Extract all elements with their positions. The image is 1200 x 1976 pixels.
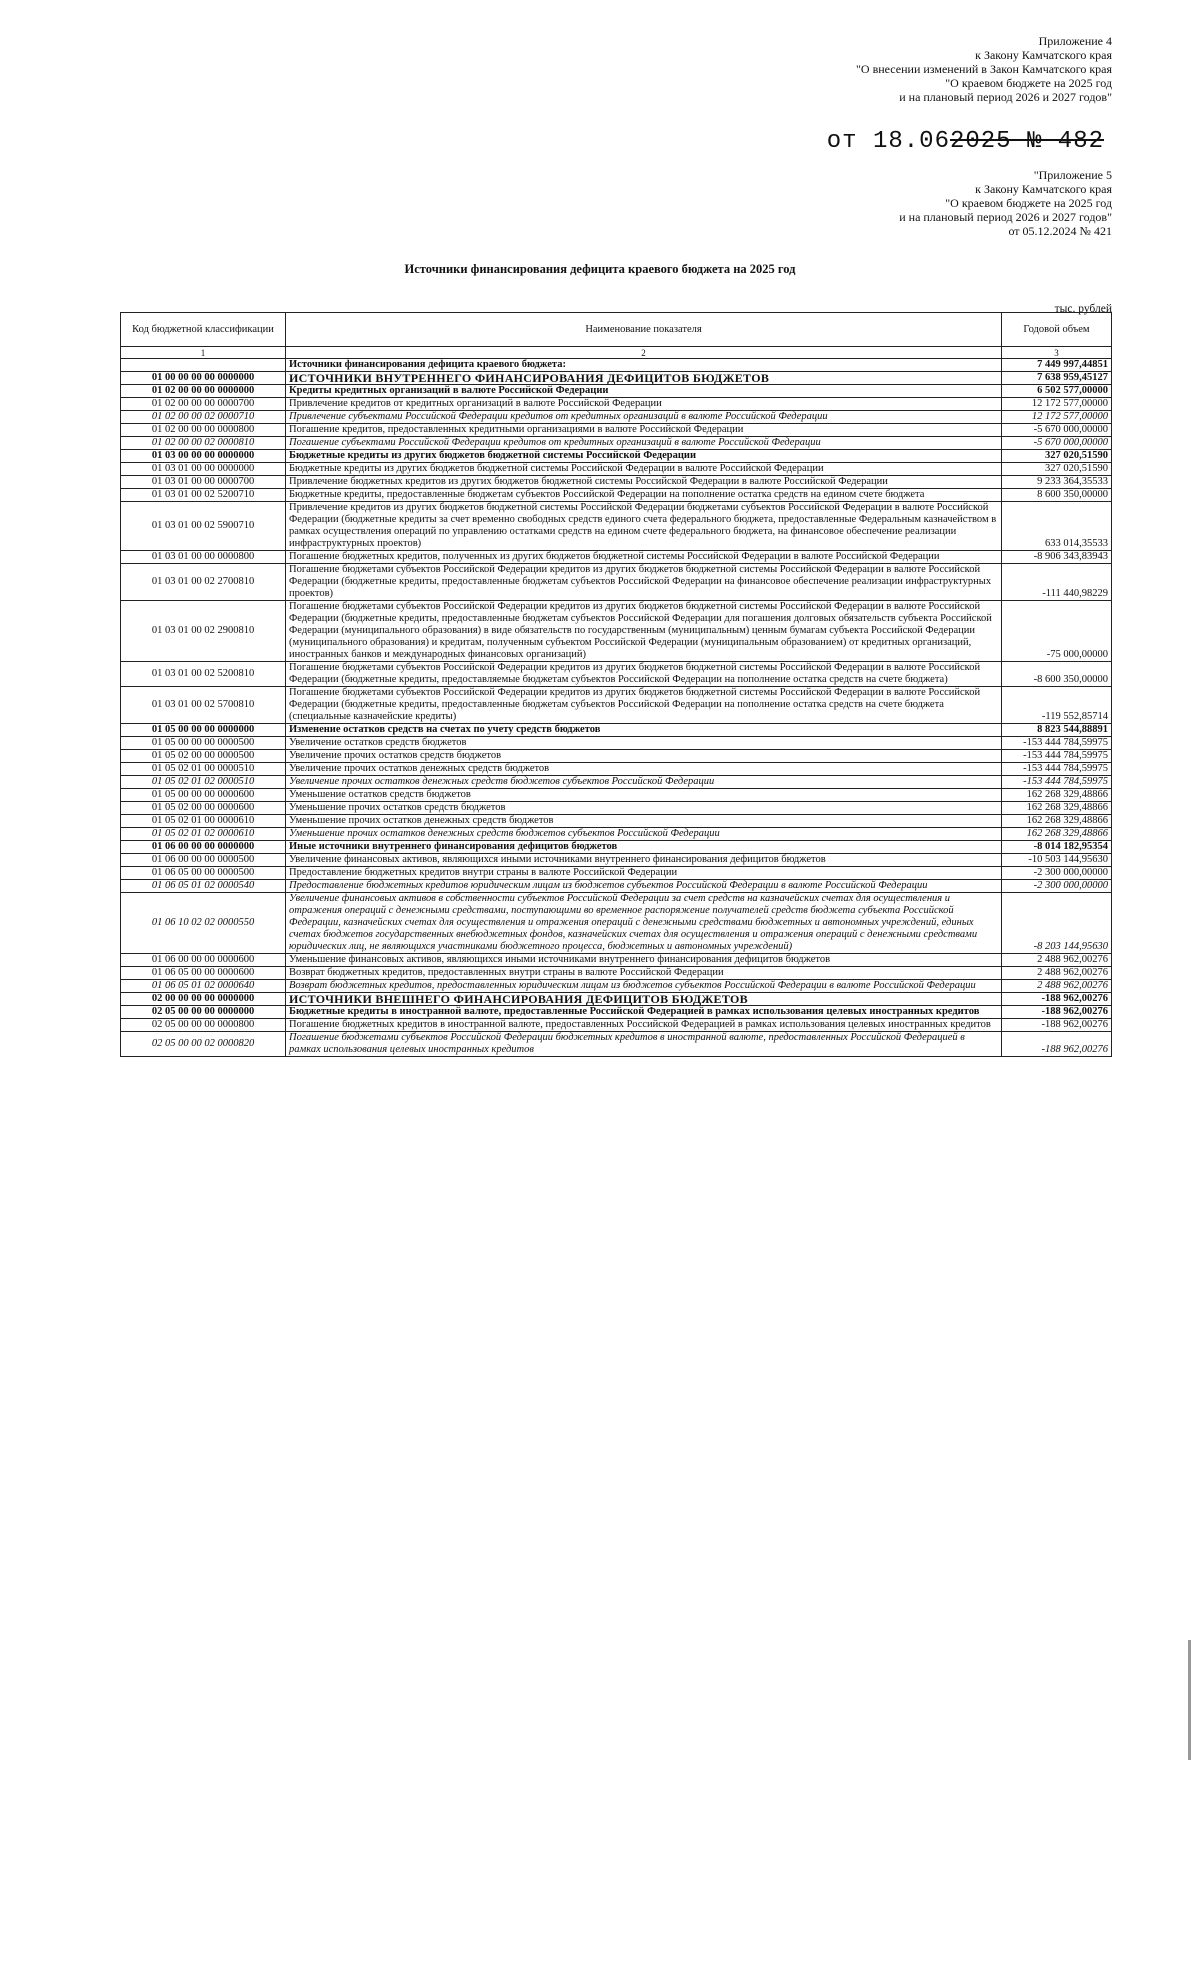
name-cell: Уменьшение прочих остатков средств бюджетов [286,802,1002,815]
table-row [121,372,1112,385]
table-row [121,489,1112,502]
name-cell: Увеличение прочих остатков средств бюджетов [286,750,1002,763]
code-cell: 01 05 02 01 02 0000610 [121,828,286,841]
header-line: и на плановый период 2026 и 2027 годов" [899,210,1112,224]
name-cell: Погашение бюджетных кредитов в иностранной валюте, предоставленных Российской Федерацией в рамках использования целевых иностранных кредитов [286,1019,1002,1032]
table-row [121,601,1112,662]
name-cell: Бюджетные кредиты из других бюджетов бюджетной системы Российской Федерации в валюте Российской Федерации [286,463,1002,476]
code-cell: 01 06 05 00 00 0000500 [121,867,286,880]
date-number-stamp [827,128,1104,155]
code-cell: 01 06 05 01 02 0000640 [121,980,286,993]
table-row [121,411,1112,424]
table-row [121,551,1112,564]
value-cell: -188 962,00276 [1002,993,1112,1006]
value-cell: -8 014 182,95354 [1002,841,1112,854]
name-cell: Бюджетные кредиты в иностранной валюте, предоставленные Российской Федерацией в рамках использования целевых иностранных кредитов [286,1006,1002,1019]
name-cell: Увеличение финансовых активов, являющихся иными источниками внутреннего финансирования дефицитов бюджетов [286,854,1002,867]
table-row [121,789,1112,802]
code-cell: 01 03 01 00 02 5700810 [121,687,286,724]
code-cell: 01 05 00 00 00 0000000 [121,724,286,737]
table-row [121,954,1112,967]
code-cell: 01 05 00 00 00 0000600 [121,789,286,802]
code-cell: 01 06 00 00 00 0000500 [121,854,286,867]
value-cell: -8 906 343,83943 [1002,551,1112,564]
code-cell: 01 05 02 00 00 0000600 [121,802,286,815]
code-cell: 01 02 00 00 00 0000800 [121,424,286,437]
header-line: и на плановый период 2026 и 2027 годов" [899,90,1112,104]
column-number: 2 [286,347,1002,359]
name-cell: Бюджетные кредиты, предоставленные бюджетам субъектов Российской Федерации на пополнение остатка средств на едином счете бюджета [286,489,1002,502]
code-cell: 01 03 01 00 02 2700810 [121,564,286,601]
table-row [121,841,1112,854]
name-cell: Уменьшение прочих остатков денежных средств бюджетов субъектов Российской Федерации [286,828,1002,841]
value-cell: -188 962,00276 [1002,1032,1112,1057]
table-row [121,450,1112,463]
name-cell: ИСТОЧНИКИ ВНЕШНЕГО ФИНАНСИРОВАНИЯ ДЕФИЦИТОВ БЮДЖЕТОВ [286,993,1002,1006]
name-cell: Возврат бюджетных кредитов, предоставленных внутри страны в валюте Российской Федерации [286,967,1002,980]
table-row [121,476,1112,489]
value-cell: 6 502 577,00000 [1002,385,1112,398]
value-cell: 7 638 959,45127 [1002,372,1112,385]
name-cell: Уменьшение финансовых активов, являющихся иными источниками внутреннего финансирования дефицитов бюджетов [286,954,1002,967]
name-cell: Привлечение субъектами Российской Федерации кредитов от кредитных организаций в валюте Российской Федерации [286,411,1002,424]
value-cell: 162 268 329,48866 [1002,815,1112,828]
header-line: от 05.12.2024 № 421 [1008,224,1112,238]
stamp-date: от 18.06 [826,128,950,155]
code-cell: 02 05 00 00 00 0000800 [121,1019,286,1032]
value-cell: 2 488 962,00276 [1002,967,1112,980]
table-row [121,398,1112,411]
value-cell: 7 449 997,44851 [1002,359,1112,372]
name-cell: Погашение бюджетных кредитов, полученных из других бюджетов бюджетной системы Российской Федерации в валюте Российской Федерации [286,551,1002,564]
value-cell: 12 172 577,00000 [1002,411,1112,424]
value-cell: -119 552,85714 [1002,687,1112,724]
table-row [121,1032,1112,1057]
code-cell: 01 03 01 00 00 0000800 [121,551,286,564]
name-cell: Уменьшение прочих остатков денежных средств бюджетов [286,815,1002,828]
code-cell: 01 03 00 00 00 0000000 [121,450,286,463]
value-cell: 162 268 329,48866 [1002,828,1112,841]
code-cell: 01 03 01 00 02 5200710 [121,489,286,502]
name-cell: Иные источники внутреннего финансирования дефицитов бюджетов [286,841,1002,854]
code-cell: 01 02 00 00 02 0000710 [121,411,286,424]
table-row [121,359,1112,372]
table-row [121,724,1112,737]
code-cell: 01 00 00 00 00 0000000 [121,372,286,385]
table-body [121,359,1112,1057]
value-cell: 162 268 329,48866 [1002,789,1112,802]
budget-sources-table [120,312,1112,1057]
name-cell: Погашение бюджетами субъектов Российской Федерации кредитов из других бюджетов бюджетной системы Российской Федерации в валюте Российской Федерации (бюджетные кредиты, предоставленные бюджетам субъектов Российской Федерации на пополнение остатка средств на счете бюджета (специальные казначейские кредиты) [286,687,1002,724]
table-row [121,750,1112,763]
code-cell: 01 06 00 00 00 0000000 [121,841,286,854]
table-row [121,880,1112,893]
header-line: "О краевом бюджете на 2025 год [945,76,1112,90]
column-header-name: Наименование показателя [286,313,1002,347]
value-cell: -5 670 000,00000 [1002,424,1112,437]
code-cell: 02 05 00 00 02 0000820 [121,1032,286,1057]
column-header-value: Годовой объем [1002,313,1112,347]
value-cell: 12 172 577,00000 [1002,398,1112,411]
budget-table-wrapper [120,312,1112,1057]
name-cell: Изменение остатков средств на счетах по учету средств бюджетов [286,724,1002,737]
name-cell: Привлечение кредитов от кредитных организаций в валюте Российской Федерации [286,398,1002,411]
value-cell: 327 020,51590 [1002,463,1112,476]
value-cell: 2 488 962,00276 [1002,980,1112,993]
name-cell: Привлечение бюджетных кредитов из других бюджетов бюджетной системы Российской Федерации в валюте Российской Федерации [286,476,1002,489]
value-cell: -188 962,00276 [1002,1019,1112,1032]
code-cell: 01 05 00 00 00 0000500 [121,737,286,750]
code-cell: 01 03 01 00 00 0000000 [121,463,286,476]
name-cell: Кредиты кредитных организаций в валюте Российской Федерации [286,385,1002,398]
header-line: "Приложение 5 [1033,168,1112,182]
header-line: к Закону Камчатского края [975,182,1112,196]
name-cell: Погашение бюджетами субъектов Российской Федерации кредитов из других бюджетов бюджетной системы Российской Федерации в валюте Российской Федерации (бюджетные кредиты, предоставленные бюджетам субъектов Российской Федерации на финансовое обеспечение реализации инфраструктурных проектов) [286,564,1002,601]
value-cell: 8 600 350,00000 [1002,489,1112,502]
table-row [121,867,1112,880]
previous-appendix-header [899,168,1112,238]
name-cell: ИСТОЧНИКИ ВНУТРЕННЕГО ФИНАНСИРОВАНИЯ ДЕФИЦИТОВ БЮДЖЕТОВ [286,372,1002,385]
column-header-code: Код бюджетной классификации [121,313,286,347]
table-row [121,662,1112,687]
table-row [121,1019,1112,1032]
code-cell: 01 02 00 00 02 0000810 [121,437,286,450]
code-cell: 01 03 01 00 02 5200810 [121,662,286,687]
name-cell: Увеличение остатков средств бюджетов [286,737,1002,750]
header-line: "О краевом бюджете на 2025 год [945,196,1112,210]
table-row [121,763,1112,776]
code-cell: 02 05 00 00 00 0000000 [121,1006,286,1019]
name-cell: Уменьшение остатков средств бюджетов [286,789,1002,802]
stamp-struck: 2025 № 482 [949,128,1104,155]
value-cell: -75 000,00000 [1002,601,1112,662]
scan-artifact [1188,1640,1191,1760]
code-cell: 01 05 02 01 00 0000610 [121,815,286,828]
value-cell: -10 503 144,95630 [1002,854,1112,867]
table-row [121,385,1112,398]
table-row [121,776,1112,789]
table-row [121,437,1112,450]
value-cell: 2 488 962,00276 [1002,954,1112,967]
name-cell: Погашение кредитов, предоставленных кредитными организациями в валюте Российской Федерации [286,424,1002,437]
value-cell: 327 020,51590 [1002,450,1112,463]
table-row [121,815,1112,828]
value-cell: -153 444 784,59975 [1002,763,1112,776]
table-row [121,893,1112,954]
table-row [121,687,1112,724]
value-cell: -111 440,98229 [1002,564,1112,601]
table-row [121,993,1112,1006]
table-row [121,737,1112,750]
value-cell: -2 300 000,00000 [1002,880,1112,893]
value-cell: -8 600 350,00000 [1002,662,1112,687]
name-cell: Увеличение прочих остатков денежных средств бюджетов субъектов Российской Федерации [286,776,1002,789]
value-cell: -153 444 784,59975 [1002,737,1112,750]
code-cell: 02 00 00 00 00 0000000 [121,993,286,1006]
table-row [121,564,1112,601]
header-line: "О внесении изменений в Закон Камчатского края [856,62,1112,76]
name-cell: Погашение бюджетами субъектов Российской Федерации кредитов из других бюджетов бюджетной системы Российской Федерации в валюте Российской Федерации (бюджетные кредиты, предоставляемые бюджетам субъектов Российской Федерации на пополнение остатка средств на счете бюджета) [286,662,1002,687]
code-cell: 01 03 01 00 02 2900810 [121,601,286,662]
table-row [121,802,1112,815]
value-cell: 633 014,35533 [1002,502,1112,551]
value-cell: -153 444 784,59975 [1002,776,1112,789]
name-cell: Предоставление бюджетных кредитов внутри страны в валюте Российской Федерации [286,867,1002,880]
name-cell: Предоставление бюджетных кредитов юридическим лицам из бюджетов субъектов Российской Федерации в валюте Российской Федерации [286,880,1002,893]
value-cell: 8 823 544,88891 [1002,724,1112,737]
column-number: 3 [1002,347,1112,359]
value-cell: -8 203 144,95630 [1002,893,1112,954]
code-cell: 01 03 01 00 02 5900710 [121,502,286,551]
name-cell: Бюджетные кредиты из других бюджетов бюджетной системы Российской Федерации [286,450,1002,463]
table-row [121,463,1112,476]
table-row [121,980,1112,993]
name-cell: Погашение субъектами Российской Федерации кредитов от кредитных организаций в валюте Российской Федерации [286,437,1002,450]
code-cell [121,359,286,372]
value-cell: 162 268 329,48866 [1002,802,1112,815]
value-cell: -2 300 000,00000 [1002,867,1112,880]
table-row [121,424,1112,437]
code-cell: 01 06 00 00 00 0000600 [121,954,286,967]
units-label: тыс. рублей [1054,303,1112,315]
code-cell: 01 05 02 00 00 0000500 [121,750,286,763]
value-cell: -5 670 000,00000 [1002,437,1112,450]
name-cell: Возврат бюджетных кредитов, предоставленных юридическим лицам из бюджетов субъектов Российской Федерации в валюте Российской Федерации [286,980,1002,993]
table-row [121,854,1112,867]
code-cell: 01 05 02 01 02 0000510 [121,776,286,789]
table-row [121,502,1112,551]
header-line: к Закону Камчатского края [975,48,1112,62]
code-cell: 01 03 01 00 00 0000700 [121,476,286,489]
document-title: Источники финансирования дефицита краевого бюджета на 2025 год [404,262,796,276]
code-cell: 01 06 05 00 00 0000600 [121,967,286,980]
column-number: 1 [121,347,286,359]
value-cell: -188 962,00276 [1002,1006,1112,1019]
header-line: Приложение 4 [1038,34,1112,48]
code-cell: 01 06 10 02 02 0000550 [121,893,286,954]
table-row [121,1006,1112,1019]
name-cell: Увеличение финансовых активов в собственности субъектов Российской Федерации за счет средств на казначейских счетах для осуществления и отражения операций с денежными средствами, поступающими во временное распоряжение получателей средств бюджета субъекта Российской Федерации, казначейских счетах для осуществления и отражения операций с денежными средствами бюджетных и автономных учреждений, единых счетах бюджетов государственных внебюджетных фондов, казначейских счетах для осуществления и отражения операций с денежными средствами юридических лиц, не являющихся участниками бюджетного процесса, бюджетных и автономных учреждений) [286,893,1002,954]
appendix-header [856,34,1112,104]
name-cell: Погашение бюджетами субъектов Российской Федерации бюджетных кредитов в иностранной валюте, предоставленных Российской Федерацией в рамках использования целевых иностранных кредитов [286,1032,1002,1057]
value-cell: 9 233 364,35533 [1002,476,1112,489]
table-row [121,828,1112,841]
name-cell: Увеличение прочих остатков денежных средств бюджетов [286,763,1002,776]
code-cell: 01 05 02 01 00 0000510 [121,763,286,776]
name-cell: Источники финансирования дефицита краевого бюджета: [286,359,1002,372]
code-cell: 01 02 00 00 00 0000000 [121,385,286,398]
name-cell: Привлечение кредитов из других бюджетов бюджетной системы Российской Федерации бюджетами субъектов Российской Федерации в валюте Российской Федерации (бюджетные кредиты за счет временно свободных средств единого счета федерального бюджета, предоставленные Федеральным казначейством в рамках осуществления операций по управлению остатками средств на едином счете федерального бюджета, на финансовое обеспечение реализации инфраструктурных проектов) [286,502,1002,551]
name-cell: Погашение бюджетами субъектов Российской Федерации кредитов из других бюджетов бюджетной системы Российской Федерации в валюте Российской Федерации (бюджетные кредиты, предоставленные бюджетам субъектов Российской Федерации для погашения долговых обязательств субъекта Российской Федерации (муниципального образования) в виде обязательств по государственным (муниципальным) ценным бумагам субъекта Российской Федерации (муниципального образования) и кредитам, полученным субъектом Российской Федерации (муниципальным образованием) от кредитных организаций, иностранных банков и международных финансовых организаций) [286,601,1002,662]
code-cell: 01 02 00 00 00 0000700 [121,398,286,411]
table-row [121,967,1112,980]
code-cell: 01 06 05 01 02 0000540 [121,880,286,893]
value-cell: -153 444 784,59975 [1002,750,1112,763]
